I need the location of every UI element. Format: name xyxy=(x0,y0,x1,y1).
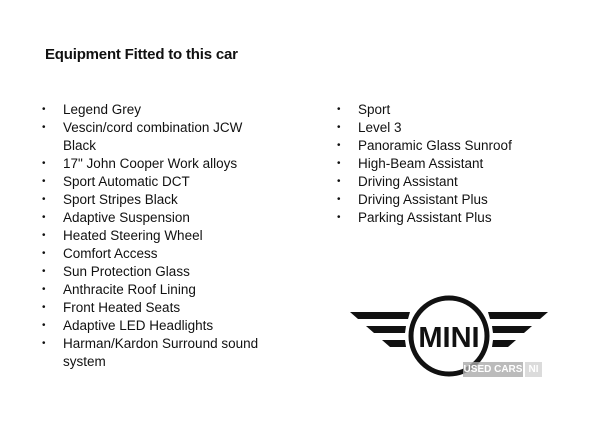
equipment-item-label: Legend Grey xyxy=(63,102,142,117)
equipment-item xyxy=(42,317,272,335)
equipment-item xyxy=(42,101,272,119)
equipment-item xyxy=(337,155,567,173)
equipment-item xyxy=(42,245,272,263)
bullet-icon: • xyxy=(337,176,341,187)
bullet-icon: • xyxy=(42,158,46,169)
bullet-icon: • xyxy=(42,284,46,295)
bullet-icon: • xyxy=(337,212,341,223)
equipment-item-label: Driving Assistant xyxy=(358,174,458,189)
bullet-icon: • xyxy=(42,212,46,223)
equipment-item xyxy=(337,119,567,137)
equipment-item xyxy=(337,209,567,227)
bullet-icon: • xyxy=(42,194,46,205)
equipment-item-label: Driving Assistant Plus xyxy=(358,192,488,207)
bullet-icon: • xyxy=(337,104,341,115)
bullet-icon: • xyxy=(337,194,341,205)
bullet-icon: • xyxy=(42,230,46,241)
watermark-ni: NI xyxy=(525,362,542,377)
equipment-item-label: Panoramic Glass Sunroof xyxy=(358,138,512,153)
bullet-icon: • xyxy=(42,266,46,277)
bullet-icon: • xyxy=(42,320,46,331)
equipment-list-left xyxy=(42,101,272,371)
watermark-used-cars: USED CARS xyxy=(463,364,523,375)
logo-text: MINI xyxy=(418,322,480,354)
equipment-item-label: Sport Automatic DCT xyxy=(63,174,190,189)
equipment-item xyxy=(42,209,272,227)
equipment-item-label: Sport xyxy=(358,102,391,117)
bullet-icon: • xyxy=(42,248,46,259)
equipment-item-label: Vescin/cord combination JCW Black xyxy=(63,120,243,153)
equipment-item-label: Heated Steering Wheel xyxy=(63,228,203,243)
equipment-item-label: Harman/Kardon Surround sound system xyxy=(63,336,259,369)
equipment-item xyxy=(337,137,567,155)
bullet-icon: • xyxy=(42,104,46,115)
bullet-icon: • xyxy=(42,302,46,313)
equipment-item xyxy=(42,119,272,155)
equipment-item-label: High-Beam Assistant xyxy=(358,156,484,171)
equipment-item-label: 17" John Cooper Work alloys xyxy=(63,156,238,171)
equipment-item-label: Anthracite Roof Lining xyxy=(63,282,196,297)
bullet-icon: • xyxy=(42,338,46,349)
equipment-list-right xyxy=(337,101,567,227)
equipment-item-label: Parking Assistant Plus xyxy=(358,210,492,225)
equipment-item xyxy=(42,173,272,191)
bullet-icon: • xyxy=(337,140,341,151)
equipment-item xyxy=(42,191,272,209)
bullet-icon: • xyxy=(42,176,46,187)
bullet-icon: • xyxy=(337,122,341,133)
equipment-item xyxy=(337,101,567,119)
equipment-item xyxy=(42,299,272,317)
equipment-item xyxy=(42,155,272,173)
equipment-item xyxy=(42,335,272,371)
equipment-item-label: Level 3 xyxy=(358,120,402,135)
equipment-item xyxy=(42,281,272,299)
equipment-item-label: Sun Protection Glass xyxy=(63,264,190,279)
page-title: Equipment Fitted to this car xyxy=(45,46,238,63)
equipment-item-label: Adaptive Suspension xyxy=(63,210,190,225)
equipment-item xyxy=(42,227,272,245)
equipment-item-label: Comfort Access xyxy=(63,246,158,261)
equipment-item-label: Sport Stripes Black xyxy=(63,192,178,207)
equipment-item-label: Adaptive LED Headlights xyxy=(63,318,214,333)
equipment-item-label: Front Heated Seats xyxy=(63,300,181,315)
equipment-item xyxy=(337,191,567,209)
equipment-item xyxy=(337,173,567,191)
bullet-icon: • xyxy=(337,158,341,169)
equipment-item xyxy=(42,263,272,281)
bullet-icon: • xyxy=(42,122,46,133)
